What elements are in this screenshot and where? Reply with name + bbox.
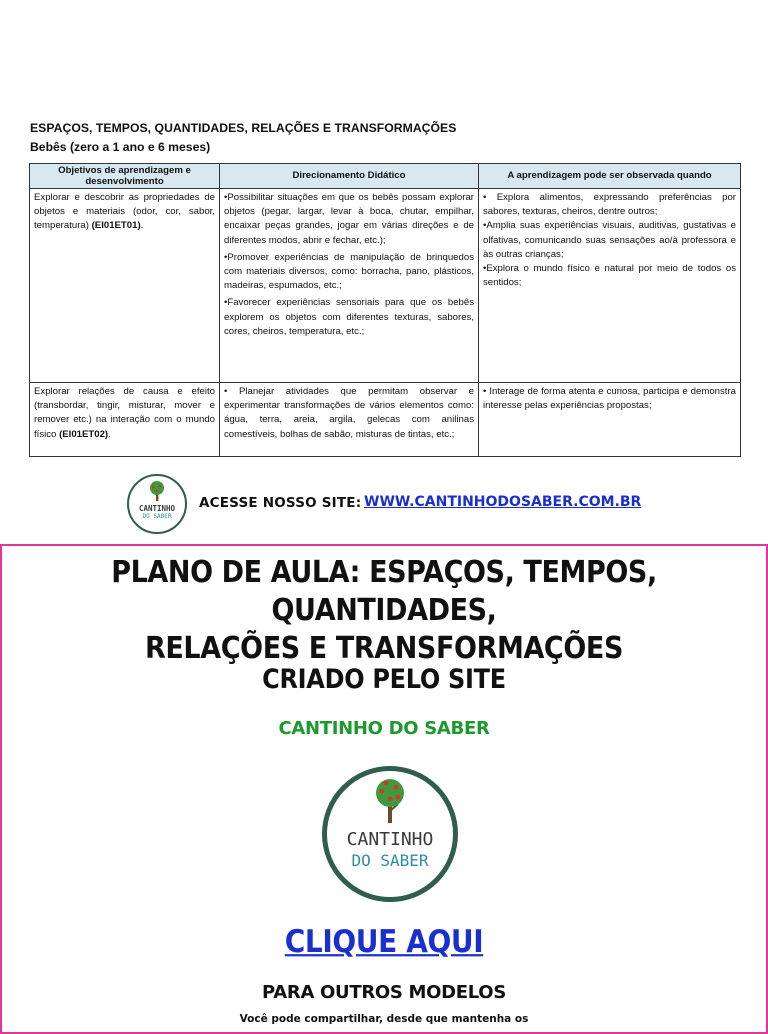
didactic-item: •Favorecer experiências sensoriais para que os bebês explorem os objetos com diferentes texturas, sabores, cores, cheiros, temperatura, etc.; [224, 297, 474, 337]
logo-text-do-saber: DO SABER [351, 851, 429, 870]
tree-icon [147, 480, 167, 502]
logo-text-do-saber: DO SABER [142, 513, 172, 520]
created-by-label: CRIADO PELO SITE [262, 663, 506, 695]
objective-code: (EI01ET02) [59, 428, 109, 440]
observed-cell [479, 383, 741, 457]
table-header-row [30, 164, 741, 189]
didactic-cell [220, 189, 479, 383]
objective-code: (EI01ET01) [91, 220, 141, 232]
table-row [30, 383, 741, 457]
cantinho-logo-small[interactable] [127, 474, 187, 534]
didactic-cell [220, 383, 479, 457]
objective-cell [30, 383, 220, 457]
click-here-link[interactable]: CLIQUE AQUI [284, 923, 484, 960]
access-site-label: ACESSE NOSSO SITE: [199, 495, 362, 511]
brand-name: CANTINHO DO SABER [278, 718, 490, 739]
objective-text: Explorar relações de causa e efeito (transbordar, tingir, misturar, mover e remover etc.) na interação com o mundo físico [34, 386, 215, 440]
promo-title-line: RELAÇÕES E TRANSFORMAÇÕES [145, 631, 623, 666]
age-group-subheading: Bebês (zero a 1 ano e 6 meses) [30, 140, 211, 154]
objective-cell [30, 189, 220, 383]
observed-item: •Amplia suas experiências visuais, auditivas, gustativas e olfativas, comunicando suas sensações ao/à professora e às outras crianças; [483, 220, 736, 260]
observed-cell [479, 189, 741, 383]
share-note: Você pode compartilhar, desde que mantenha os [239, 1013, 529, 1025]
tree-icon [370, 777, 410, 825]
objective-text: Explorar e descobrir as propriedades de objetos e materiais (odor, cor, sabor, temperatura) [34, 192, 215, 232]
didactic-item: •Possibilitar situações em que os bebês possam explorar objetos (pegar, largar, levar à boca, chutar, empilhar, encaixar peças grandes, jogar em várias direções e de diferentes modos, abrir e fechar, etc.); [224, 192, 474, 246]
objective-end: . [108, 428, 111, 440]
site-url-link[interactable]: WWW.CANTINHODOSABER.COM.BR [364, 494, 642, 510]
cantinho-logo-large[interactable] [322, 766, 458, 902]
header-observed: A aprendizagem pode ser observada quando [479, 164, 741, 189]
section-heading: ESPAÇOS, TEMPOS, QUANTIDADES, RELAÇÕES E TRANSFORMAÇÕES [30, 121, 457, 135]
header-objectives: Objetivos de aprendizagem e desenvolvimento [30, 164, 220, 189]
logo-text-cantinho: CANTINHO [138, 504, 176, 513]
table-row [30, 189, 741, 383]
header-didactic: Direcionamento Didático [220, 164, 479, 189]
promo-title [0, 554, 768, 668]
objectives-table [29, 163, 741, 457]
logo-text-cantinho: CANTINHO [346, 829, 434, 850]
didactic-item: • Planejar atividades que permitam observar e experimentar transformações de vários elementos como: água, terra, areia, argila, gelecas com anilinas comestíveis, bolhas de sabão, misturas de tintas, etc.; [224, 386, 474, 440]
didactic-item: •Promover experiências de manipulação de brinquedos com materiais diversos, como: borracha, pano, plásticos, madeiras, espumados, etc.; [224, 251, 474, 292]
observed-item: •Explora o mundo físico e natural por meio de todos os sentidos; [483, 263, 736, 289]
observed-item: • Explora alimentos, expressando preferências por sabores, texturas, cheiros, dentre outros; [483, 192, 736, 218]
objective-end: . [140, 220, 144, 232]
observed-item: • Interage de forma atenta e curiosa, participa e demonstra interesse pelas experiências propostas; [483, 386, 736, 412]
other-models-label: PARA OUTROS MODELOS [262, 982, 506, 1003]
promo-title-line: PLANO DE AULA: ESPAÇOS, TEMPOS, QUANTIDADES, [111, 555, 657, 628]
